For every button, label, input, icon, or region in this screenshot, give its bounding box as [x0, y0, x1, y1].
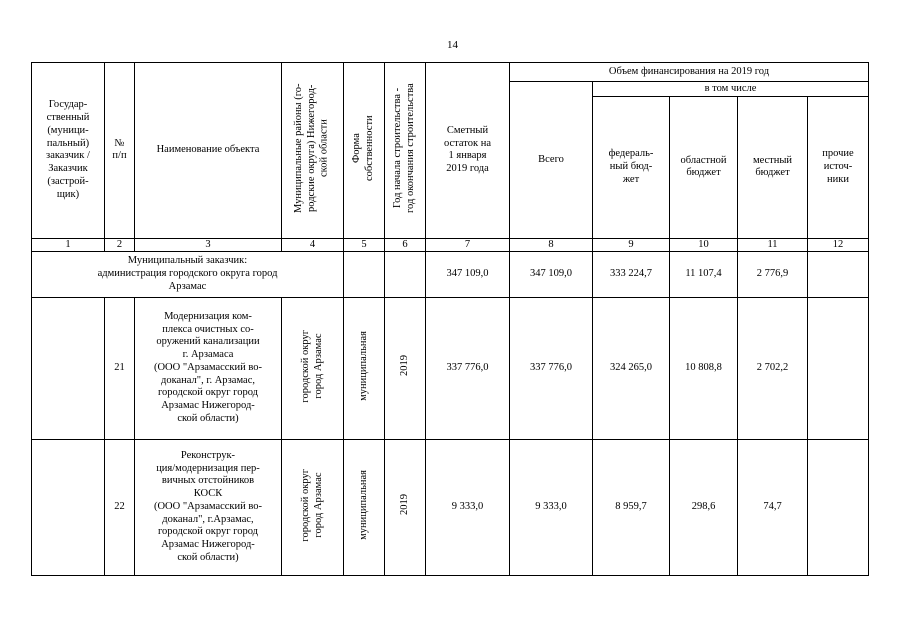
row-local: 74,7	[738, 439, 808, 575]
header-object-name-text: Наименование объекта	[156, 144, 260, 155]
row-other	[808, 439, 869, 575]
row-years-text: 2019	[398, 494, 410, 516]
row-years-text: 2019	[398, 355, 410, 377]
summary-total: 347 109,0	[510, 251, 593, 297]
row-object-name-text: Модернизация ком- плекса очистных со- оружений канализации г. Арзамаса (ООО "Арзамасский во- доканал", г. Арзамас, городской округ город Арзамас Нижегород- ской области)	[153, 310, 263, 425]
row-num: 21	[105, 297, 135, 439]
row-remaining: 9 333,0	[426, 439, 510, 575]
header-num-text: № п/п	[112, 137, 127, 162]
row-district	[282, 439, 344, 575]
row-regional: 298,6	[670, 439, 738, 575]
col-num-6: 6	[385, 238, 426, 251]
header-other-text: прочие источ- ники	[822, 148, 854, 185]
col-num-11: 11	[738, 238, 808, 251]
row-local: 2 702,2	[738, 297, 808, 439]
page-number: 14	[447, 39, 458, 51]
row-total: 9 333,0	[510, 439, 593, 575]
header-customer-text: Государ- ственный (муници- пальный) заказчик / Заказчик (застрой- щик)	[46, 99, 90, 200]
header-object-name	[135, 63, 282, 239]
row-years	[385, 439, 426, 575]
header-including	[593, 82, 869, 97]
row-other	[808, 297, 869, 439]
header-financing-text: Объем финансирования на 2019 год	[608, 65, 770, 77]
row-customer	[32, 297, 105, 439]
header-other	[808, 96, 869, 238]
col-num-12: 12	[808, 238, 869, 251]
row-federal: 8 959,7	[593, 439, 670, 575]
row-district-text: городской округ город Арзамас	[299, 329, 324, 403]
row-object-name	[135, 439, 282, 575]
header-total-text: Всего	[538, 153, 564, 165]
table-row	[32, 439, 869, 575]
header-financing	[510, 63, 869, 82]
header-num	[105, 63, 135, 239]
row-total: 337 776,0	[510, 297, 593, 439]
col-num-8: 8	[510, 238, 593, 251]
summary-years	[385, 251, 426, 297]
header-local	[738, 96, 808, 238]
header-customer	[32, 63, 105, 239]
row-regional: 10 808,8	[670, 297, 738, 439]
header-row-1	[32, 63, 869, 82]
header-including-text: в том числе	[704, 82, 757, 94]
col-num-7: 7	[426, 238, 510, 251]
summary-row	[32, 251, 869, 297]
financing-table	[31, 62, 869, 576]
header-regional	[670, 96, 738, 238]
summary-label-text: Муниципальный заказчик: администрация городского округа город Арзамас	[97, 255, 278, 292]
summary-other	[808, 251, 869, 297]
header-districts-text: Муниципальные районы (го- родские округа) Нижегород- ской области	[293, 83, 330, 213]
row-district	[282, 297, 344, 439]
summary-federal: 333 224,7	[593, 251, 670, 297]
row-object-name-text: Реконструк- ция/модернизация пер- вичных отстойников КОСК (ООО "Арзамасский во- доканал", г.Арзамас, городской округ город Арзамас Нижегород- ской области)	[153, 449, 263, 564]
header-total	[510, 82, 593, 239]
header-federal	[593, 96, 670, 238]
header-remaining	[426, 63, 510, 239]
header-districts	[282, 63, 344, 239]
row-ownership-text: муниципальная	[357, 469, 369, 540]
header-years	[385, 63, 426, 239]
table-row	[32, 297, 869, 439]
col-num-1: 1	[32, 238, 105, 251]
col-num-5: 5	[344, 238, 385, 251]
header-regional-text: областной бюджет	[680, 154, 727, 179]
header-years-text: Год начала строительства - год окончания строительства	[392, 83, 416, 213]
column-number-row	[32, 238, 869, 251]
header-ownership	[344, 63, 385, 239]
summary-regional: 11 107,4	[670, 251, 738, 297]
row-remaining: 337 776,0	[426, 297, 510, 439]
summary-remaining: 347 109,0	[426, 251, 510, 297]
col-num-2: 2	[105, 238, 135, 251]
header-remaining-text: Сметный остаток на 1 января 2019 года	[444, 124, 491, 175]
summary-ownership	[344, 251, 385, 297]
summary-local: 2 776,9	[738, 251, 808, 297]
col-num-3: 3	[135, 238, 282, 251]
row-ownership	[344, 439, 385, 575]
summary-label	[32, 251, 344, 297]
col-num-9: 9	[593, 238, 670, 251]
row-ownership-text: муниципальная	[357, 330, 369, 401]
row-district-text: городской округ город Арзамас	[299, 468, 324, 542]
header-ownership-text: Форма собственности	[351, 115, 375, 181]
row-federal: 324 265,0	[593, 297, 670, 439]
col-num-10: 10	[670, 238, 738, 251]
row-object-name	[135, 297, 282, 439]
col-num-4: 4	[282, 238, 344, 251]
row-num: 22	[105, 439, 135, 575]
header-federal-text: федераль- ный бюд- жет	[608, 148, 654, 185]
row-customer	[32, 439, 105, 575]
row-ownership	[344, 297, 385, 439]
header-local-text: местный бюджет	[752, 154, 793, 179]
row-years	[385, 297, 426, 439]
